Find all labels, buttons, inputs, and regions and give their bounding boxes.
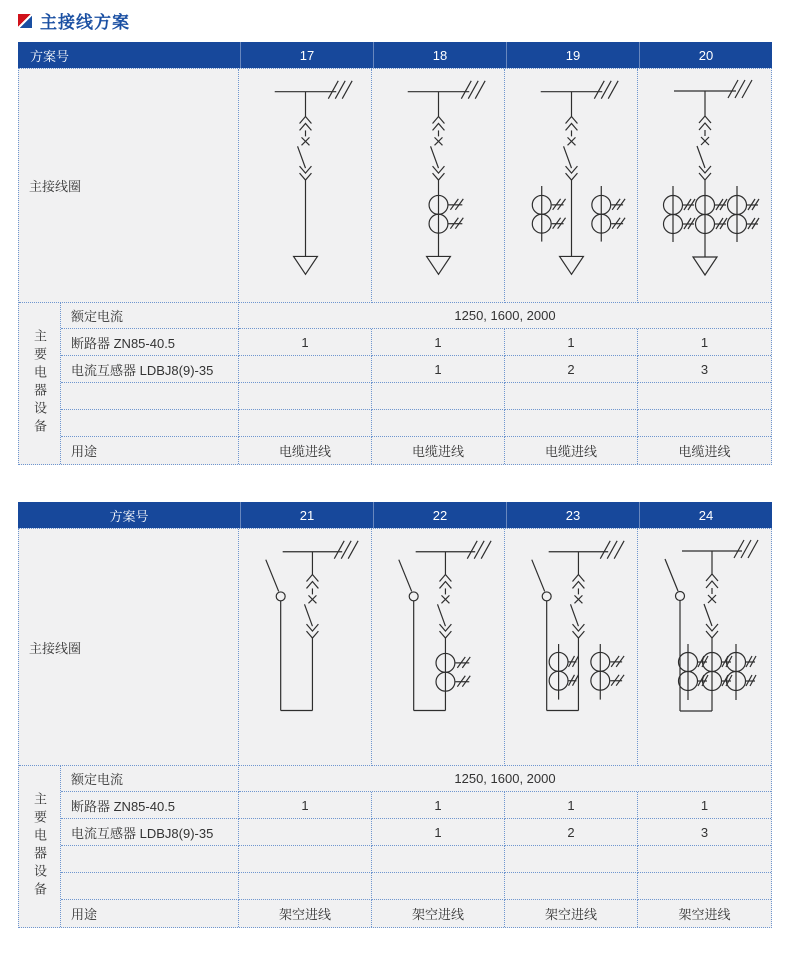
- row-label-empty: [61, 383, 239, 410]
- ct-qty: 1: [372, 356, 505, 383]
- section-marker-icon: [18, 14, 32, 28]
- ct-qty: 3: [638, 819, 771, 846]
- usage-value: 架空进线: [505, 900, 638, 927]
- breaker-qty: 1: [239, 329, 372, 356]
- breaker-qty: 1: [638, 329, 771, 356]
- diagram-cell-22: [372, 529, 505, 766]
- diagram-cell-19: [505, 69, 638, 303]
- usage-value: 架空进线: [372, 900, 505, 927]
- diagram-row-label: 主接线圈: [19, 69, 239, 303]
- row-label-usage: 用途: [61, 900, 239, 927]
- row-label-rated-current: 额定电流: [61, 302, 239, 329]
- breaker-qty: 1: [505, 329, 638, 356]
- table-body: [18, 528, 772, 928]
- row-label-empty: [61, 873, 239, 900]
- header-scheme-23: 23: [506, 502, 639, 528]
- usage-value: 架空进线: [239, 900, 372, 927]
- header-scheme-19: 19: [506, 42, 639, 68]
- table-body: [18, 68, 772, 465]
- usage-value: 电缆进线: [372, 437, 505, 464]
- section-title-row: [18, 8, 130, 33]
- diagram-cell-18: [372, 69, 505, 303]
- page-title: 主接线方案: [40, 13, 130, 32]
- equipment-group-label: 主要电器设备: [19, 765, 61, 927]
- rated-current-value: 1250, 1600, 2000: [239, 765, 771, 792]
- row-label-empty: [61, 410, 239, 437]
- header-scheme-17: 17: [240, 42, 373, 68]
- spec-grid: [19, 302, 771, 464]
- ct-qty: 3: [638, 356, 771, 383]
- header-scheme-21: 21: [240, 502, 373, 528]
- scheme-24-single-line-diagram: [638, 529, 771, 765]
- ct-qty: 2: [505, 819, 638, 846]
- diagram-cell-20: [638, 69, 771, 303]
- diagram-row-label: 主接线圈: [19, 529, 239, 766]
- ct-qty: [239, 819, 372, 846]
- usage-value: 架空进线: [678, 907, 731, 922]
- table-header-row: [18, 42, 772, 68]
- diagram-row: [19, 69, 771, 302]
- header-scheme-22: 22: [373, 502, 506, 528]
- rated-current-value: 1250, 1600, 2000: [239, 302, 771, 329]
- header-scheme-24: 24: [639, 502, 772, 528]
- row-label-empty: [61, 846, 239, 873]
- row-label-breaker: 断路器 ZN85-40.5: [61, 329, 239, 356]
- breaker-qty: 1: [505, 792, 638, 819]
- usage-value: 电缆进线: [678, 444, 731, 459]
- scheme-20-single-line-diagram: [638, 69, 771, 302]
- header-scheme-no: 方案号: [109, 508, 149, 524]
- diagram-row: [19, 529, 771, 765]
- ct-qty: 2: [505, 356, 638, 383]
- scheme-22-single-line-diagram: [372, 529, 504, 765]
- scheme-table-21-24: [18, 502, 772, 928]
- header-scheme-20: 20: [639, 42, 772, 68]
- scheme-18-single-line-diagram: [372, 69, 504, 302]
- row-label-usage: 用途: [61, 437, 239, 464]
- diagram-cell-24: [638, 529, 771, 766]
- table-header-row: [18, 502, 772, 528]
- ct-qty: [239, 356, 372, 383]
- spec-grid: [19, 765, 771, 927]
- breaker-qty: 1: [372, 329, 505, 356]
- scheme-table-17-20: [18, 42, 772, 465]
- row-label-ct: 电流互感器 LDBJ8(9)-35: [61, 356, 239, 383]
- scheme-21-single-line-diagram: [239, 529, 371, 765]
- breaker-qty: 1: [372, 792, 505, 819]
- equipment-group-label: 主要电器设备: [19, 302, 61, 464]
- breaker-qty: 1: [239, 792, 372, 819]
- header-scheme-no: 方案号: [30, 48, 70, 64]
- diagram-cell-23: [505, 529, 638, 766]
- ct-qty: 1: [372, 819, 505, 846]
- scheme-17-single-line-diagram: [239, 69, 371, 302]
- row-label-ct: 电流互感器 LDBJ8(9)-35: [61, 819, 239, 846]
- scheme-19-single-line-diagram: [505, 69, 637, 302]
- row-label-breaker: 断路器 ZN85-40.5: [61, 792, 239, 819]
- breaker-qty: 1: [638, 792, 771, 819]
- usage-value: 电缆进线: [505, 437, 638, 464]
- scheme-23-single-line-diagram: [505, 529, 637, 765]
- usage-value: 电缆进线: [239, 437, 372, 464]
- header-scheme-18: 18: [373, 42, 506, 68]
- diagram-cell-17: [239, 69, 372, 303]
- row-label-rated-current: 额定电流: [61, 765, 239, 792]
- diagram-cell-21: [239, 529, 372, 766]
